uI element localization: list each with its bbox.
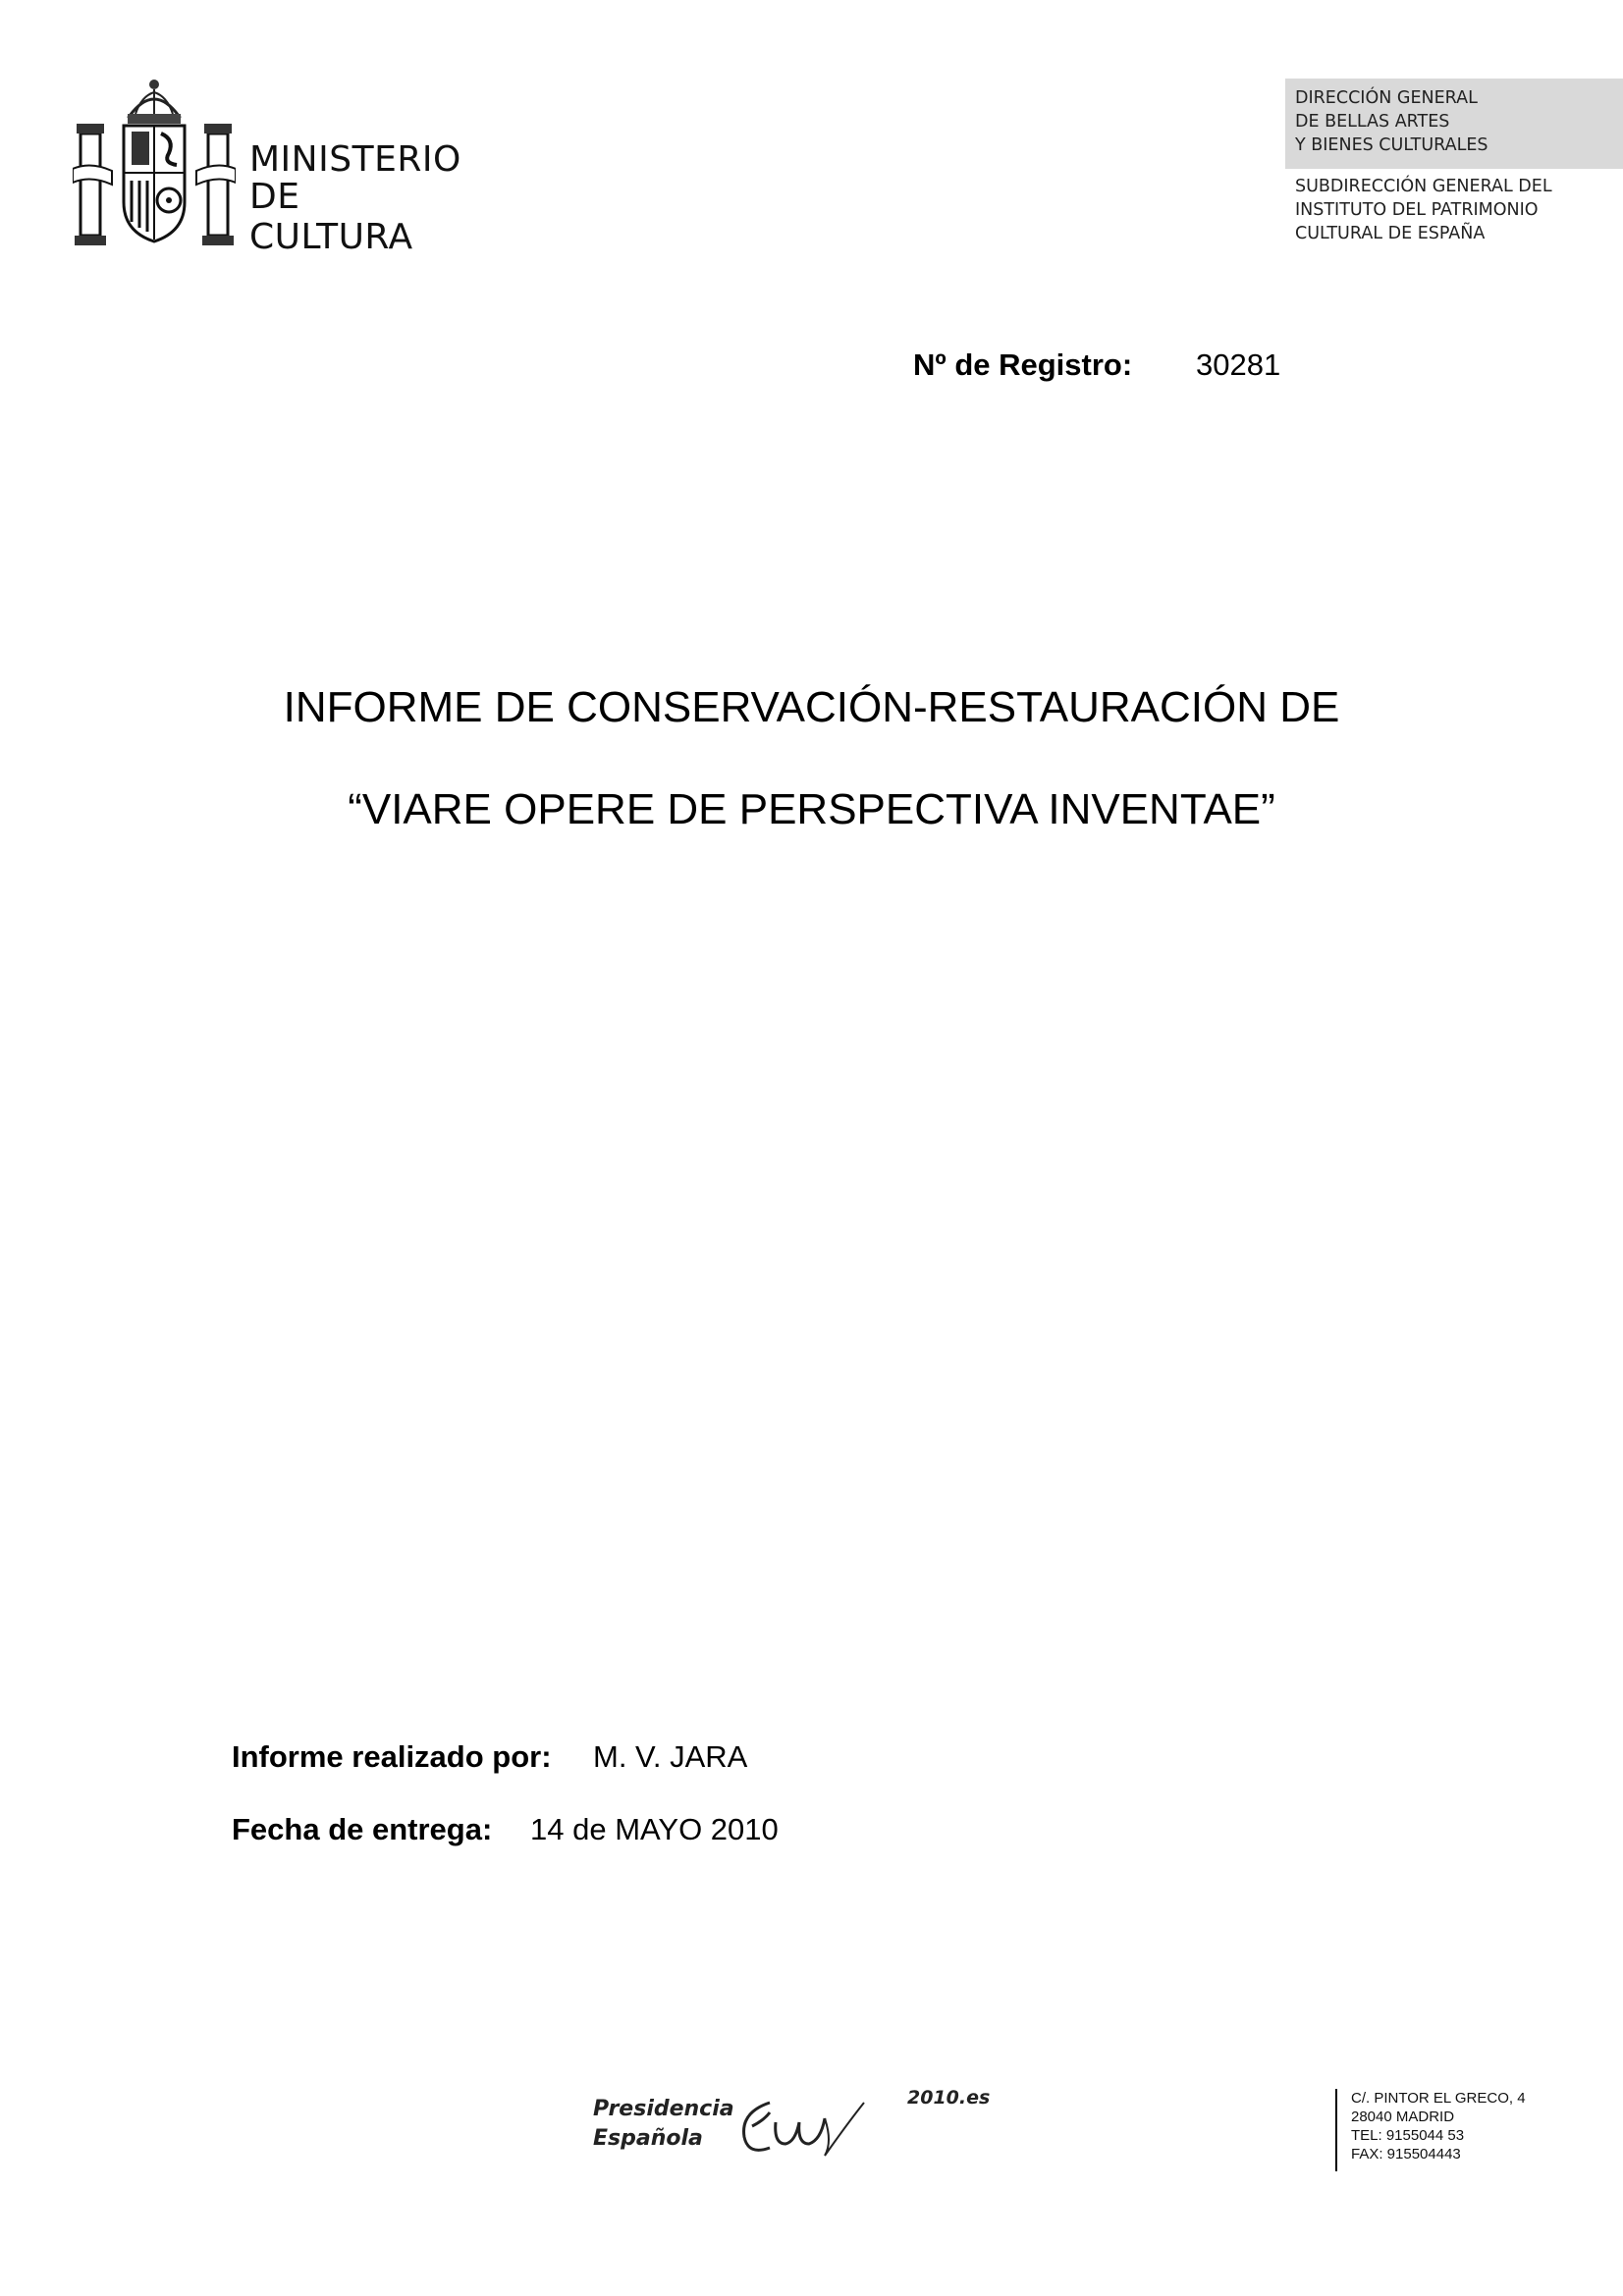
address-line: C/. PINTOR EL GRECO, 4 — [1351, 2090, 1526, 2107]
subdireccion-line: INSTITUTO DEL PATRIMONIO — [1295, 200, 1539, 220]
ministry-name-line2: DE CULTURA — [249, 177, 413, 257]
address-line: TEL: 9155044 53 — [1351, 2127, 1465, 2144]
date-value: 14 de MAYO 2010 — [530, 1812, 779, 1846]
presidencia-line1: Presidencia — [593, 2097, 734, 2121]
presidencia-line2: Española — [593, 2126, 703, 2151]
author-value: M. V. JARA — [593, 1739, 748, 1774]
date-label: Fecha de entrega: — [232, 1812, 493, 1846]
address-block — [1335, 2089, 1526, 2171]
subdireccion-box — [1285, 177, 1623, 247]
direccion-line: DIRECCIÓN GENERAL — [1295, 88, 1478, 108]
ministry-logo — [73, 75, 465, 257]
report-title-line1: INFORME DE CONSERVACIÓN-RESTAURACIÓN DE — [283, 683, 1340, 731]
subdireccion-line: SUBDIRECCIÓN GENERAL DEL — [1295, 177, 1552, 196]
direccion-general-box — [1285, 79, 1623, 169]
registro-label: Nº de Registro: — [913, 347, 1133, 382]
author-label: Informe realizado por: — [232, 1739, 552, 1774]
direccion-line: DE BELLAS ARTES — [1295, 112, 1450, 132]
registro-value: 30281 — [1196, 347, 1281, 382]
presidencia-logo — [593, 2083, 991, 2171]
coat-of-arms-icon — [73, 75, 236, 251]
ministry-name-line1: MINISTERIO — [249, 139, 461, 180]
address-line: 28040 MADRID — [1351, 2109, 1455, 2125]
address-line: FAX: 915504443 — [1351, 2146, 1461, 2163]
subdireccion-line: CULTURAL DE ESPAÑA — [1295, 224, 1486, 243]
direccion-line: Y BIENES CULTURALES — [1295, 135, 1488, 155]
eu-script-icon — [730, 2083, 868, 2162]
report-title-line2: “VIARE OPERE DE PERSPECTIVA INVENTAE” — [348, 785, 1275, 833]
presidencia-domain: 2010.es — [907, 2087, 991, 2109]
